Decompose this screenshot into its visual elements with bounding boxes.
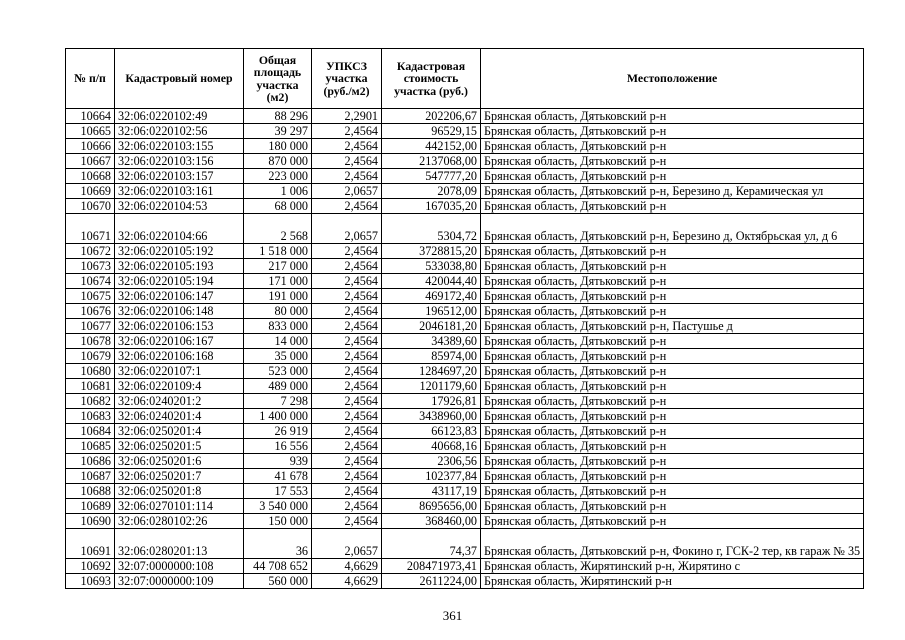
location: Брянская область, Дятьковский р-н — [481, 244, 864, 259]
location: Брянская область, Дятьковский р-н — [481, 349, 864, 364]
row-number: 10671 — [66, 214, 115, 244]
cadastral-number: 32:06:0220104:66 — [115, 214, 244, 244]
upksz-value: 2,0657 — [312, 214, 382, 244]
cadastral-cost: 1201179,60 — [382, 379, 481, 394]
cadastral-number: 32:06:0220104:53 — [115, 199, 244, 214]
area-value: 14 000 — [244, 334, 312, 349]
cadastral-cost: 102377,84 — [382, 469, 481, 484]
cadastral-cost: 547777,20 — [382, 169, 481, 184]
upksz-value: 2,4564 — [312, 484, 382, 499]
table-row — [66, 559, 864, 574]
area-value: 41 678 — [244, 469, 312, 484]
page-number: 361 — [442, 608, 463, 623]
row-number: 10669 — [66, 184, 115, 199]
area-value: 150 000 — [244, 514, 312, 529]
area-value: 1 006 — [244, 184, 312, 199]
location: Брянская область, Дятьковский р-н — [481, 484, 864, 499]
area-value: 7 298 — [244, 394, 312, 409]
location: Брянская область, Дятьковский р-н — [481, 469, 864, 484]
table-row — [66, 259, 864, 274]
cadastral-number: 32:06:0250201:8 — [115, 484, 244, 499]
header-location: Местоположение — [481, 49, 864, 109]
cadastral-number: 32:06:0220106:153 — [115, 319, 244, 334]
row-number: 10685 — [66, 439, 115, 454]
location: Брянская область, Дятьковский р-н, Березино д, Керамическая ул — [481, 184, 864, 199]
row-number: 10681 — [66, 379, 115, 394]
table-row — [66, 289, 864, 304]
row-number: 10687 — [66, 469, 115, 484]
area-value: 1 518 000 — [244, 244, 312, 259]
row-number: 10664 — [66, 109, 115, 124]
upksz-value: 4,6629 — [312, 559, 382, 574]
cadastral-number: 32:06:0220105:193 — [115, 259, 244, 274]
cadastral-number: 32:06:0220106:168 — [115, 349, 244, 364]
table-row — [66, 484, 864, 499]
cadastral-cost: 2137068,00 — [382, 154, 481, 169]
area-value: 35 000 — [244, 349, 312, 364]
upksz-value: 2,4564 — [312, 394, 382, 409]
table-row — [66, 469, 864, 484]
header-area: Общая площадь участка (м2) — [244, 49, 312, 109]
upksz-value: 2,4564 — [312, 409, 382, 424]
location: Брянская область, Дятьковский р-н — [481, 379, 864, 394]
table-row — [66, 514, 864, 529]
row-number: 10677 — [66, 319, 115, 334]
cadastral-number: 32:06:0220103:155 — [115, 139, 244, 154]
cadastral-number: 32:06:0220102:56 — [115, 124, 244, 139]
area-value: 16 556 — [244, 439, 312, 454]
cadastral-cost: 196512,00 — [382, 304, 481, 319]
cadastral-cost: 2046181,20 — [382, 319, 481, 334]
upksz-value: 2,4564 — [312, 304, 382, 319]
upksz-value: 2,2901 — [312, 109, 382, 124]
upksz-value: 2,4564 — [312, 199, 382, 214]
cadastral-cost: 5304,72 — [382, 214, 481, 244]
row-number: 10678 — [66, 334, 115, 349]
table-row — [66, 574, 864, 589]
location: Брянская область, Дятьковский р-н — [481, 424, 864, 439]
row-number: 10665 — [66, 124, 115, 139]
cadastral-cost: 74,37 — [382, 529, 481, 559]
location: Брянская область, Дятьковский р-н — [481, 274, 864, 289]
table-row — [66, 439, 864, 454]
cadastral-number: 32:06:0220106:167 — [115, 334, 244, 349]
cadastral-number: 32:06:0220102:49 — [115, 109, 244, 124]
header-cadastral-cost: Кадастровая стоимость участка (руб.) — [382, 49, 481, 109]
cadastral-number: 32:07:0000000:108 — [115, 559, 244, 574]
cadastral-number: 32:06:0220105:194 — [115, 274, 244, 289]
upksz-value: 2,4564 — [312, 169, 382, 184]
row-number: 10693 — [66, 574, 115, 589]
cadastral-number: 32:06:0220103:157 — [115, 169, 244, 184]
cadastral-number: 32:06:0270101:114 — [115, 499, 244, 514]
upksz-value: 2,4564 — [312, 379, 382, 394]
area-value: 17 553 — [244, 484, 312, 499]
location: Брянская область, Дятьковский р-н — [481, 304, 864, 319]
table-row — [66, 154, 864, 169]
location: Брянская область, Дятьковский р-н — [481, 169, 864, 184]
cadastral-cost: 66123,83 — [382, 424, 481, 439]
upksz-value: 2,4564 — [312, 364, 382, 379]
table-row — [66, 139, 864, 154]
row-number: 10675 — [66, 289, 115, 304]
area-value: 26 919 — [244, 424, 312, 439]
table-row — [66, 169, 864, 184]
area-value: 2 568 — [244, 214, 312, 244]
cadastral-cost: 8695656,00 — [382, 499, 481, 514]
row-number: 10691 — [66, 529, 115, 559]
row-number: 10674 — [66, 274, 115, 289]
table-row — [66, 244, 864, 259]
upksz-value: 2,4564 — [312, 259, 382, 274]
location: Брянская область, Дятьковский р-н, Березино д, Октябрьская ул, д 6 — [481, 214, 864, 244]
table-row — [66, 334, 864, 349]
row-number: 10690 — [66, 514, 115, 529]
upksz-value: 2,4564 — [312, 139, 382, 154]
row-number: 10683 — [66, 409, 115, 424]
row-number: 10680 — [66, 364, 115, 379]
row-number: 10679 — [66, 349, 115, 364]
upksz-value: 2,4564 — [312, 439, 382, 454]
location: Брянская область, Дятьковский р-н — [481, 454, 864, 469]
row-number: 10688 — [66, 484, 115, 499]
area-value: 39 297 — [244, 124, 312, 139]
location: Брянская область, Жирятинский р-н — [481, 574, 864, 589]
upksz-value: 2,4564 — [312, 514, 382, 529]
cadastral-cost: 2078,09 — [382, 184, 481, 199]
row-number: 10673 — [66, 259, 115, 274]
location: Брянская область, Дятьковский р-н — [481, 109, 864, 124]
cadastral-number: 32:06:0250201:6 — [115, 454, 244, 469]
table-row — [66, 304, 864, 319]
area-value: 939 — [244, 454, 312, 469]
cadastral-number: 32:06:0250201:5 — [115, 439, 244, 454]
location: Брянская область, Жирятинский р-н, Жирятино с — [481, 559, 864, 574]
cadastral-number: 32:06:0220103:156 — [115, 154, 244, 169]
cadastral-cost: 368460,00 — [382, 514, 481, 529]
cadastral-number: 32:06:0220107:1 — [115, 364, 244, 379]
table-row — [66, 274, 864, 289]
area-value: 171 000 — [244, 274, 312, 289]
cadastral-cost: 442152,00 — [382, 139, 481, 154]
table-row — [66, 454, 864, 469]
area-value: 560 000 — [244, 574, 312, 589]
location: Брянская область, Дятьковский р-н — [481, 124, 864, 139]
row-number: 10668 — [66, 169, 115, 184]
table-row — [66, 499, 864, 514]
upksz-value: 2,4564 — [312, 454, 382, 469]
table-body — [66, 109, 864, 589]
upksz-value: 2,4564 — [312, 274, 382, 289]
area-value: 223 000 — [244, 169, 312, 184]
location: Брянская область, Дятьковский р-н, Пастушье д — [481, 319, 864, 334]
area-value: 44 708 652 — [244, 559, 312, 574]
cadastral-number: 32:06:0250201:4 — [115, 424, 244, 439]
table-row — [66, 109, 864, 124]
area-value: 36 — [244, 529, 312, 559]
cadastral-cost: 2611224,00 — [382, 574, 481, 589]
cadastral-cost: 43117,19 — [382, 484, 481, 499]
table-row — [66, 529, 864, 559]
cadastral-cost: 2306,56 — [382, 454, 481, 469]
location: Брянская область, Дятьковский р-н — [481, 364, 864, 379]
row-number: 10686 — [66, 454, 115, 469]
row-number: 10692 — [66, 559, 115, 574]
row-number: 10670 — [66, 199, 115, 214]
row-number: 10666 — [66, 139, 115, 154]
cadastral-cost: 420044,40 — [382, 274, 481, 289]
row-number: 10667 — [66, 154, 115, 169]
table-row — [66, 319, 864, 334]
upksz-value: 2,4564 — [312, 154, 382, 169]
location: Брянская область, Дятьковский р-н — [481, 439, 864, 454]
cadastral-cost: 469172,40 — [382, 289, 481, 304]
cadastral-number: 32:06:0220105:192 — [115, 244, 244, 259]
header-cadastral-number: Кадастровый номер — [115, 49, 244, 109]
upksz-value: 2,4564 — [312, 499, 382, 514]
location: Брянская область, Дятьковский р-н — [481, 139, 864, 154]
table-header-row — [66, 49, 864, 109]
cadastral-number: 32:06:0280201:13 — [115, 529, 244, 559]
cadastral-number: 32:06:0280102:26 — [115, 514, 244, 529]
row-number: 10676 — [66, 304, 115, 319]
upksz-value: 2,4564 — [312, 469, 382, 484]
upksz-value: 2,4564 — [312, 319, 382, 334]
cadastral-cost: 208471973,41 — [382, 559, 481, 574]
cadastral-number: 32:06:0220106:147 — [115, 289, 244, 304]
area-value: 68 000 — [244, 199, 312, 214]
cadastral-number: 32:06:0240201:2 — [115, 394, 244, 409]
cadastral-number: 32:06:0220103:161 — [115, 184, 244, 199]
cadastral-cost: 40668,16 — [382, 439, 481, 454]
area-value: 217 000 — [244, 259, 312, 274]
area-value: 489 000 — [244, 379, 312, 394]
upksz-value: 4,6629 — [312, 574, 382, 589]
table-row — [66, 214, 864, 244]
table-row — [66, 199, 864, 214]
area-value: 833 000 — [244, 319, 312, 334]
row-number: 10684 — [66, 424, 115, 439]
header-num: № п/п — [66, 49, 115, 109]
cadastral-number: 32:07:0000000:109 — [115, 574, 244, 589]
location: Брянская область, Дятьковский р-н — [481, 199, 864, 214]
row-number: 10672 — [66, 244, 115, 259]
cadastral-table — [65, 48, 864, 589]
location: Брянская область, Дятьковский р-н — [481, 514, 864, 529]
upksz-value: 2,4564 — [312, 289, 382, 304]
area-value: 180 000 — [244, 139, 312, 154]
cadastral-cost: 34389,60 — [382, 334, 481, 349]
location: Брянская область, Дятьковский р-н — [481, 259, 864, 274]
location: Брянская область, Дятьковский р-н — [481, 334, 864, 349]
cadastral-cost: 3728815,20 — [382, 244, 481, 259]
location: Брянская область, Дятьковский р-н — [481, 289, 864, 304]
cadastral-cost: 96529,15 — [382, 124, 481, 139]
table-row — [66, 424, 864, 439]
cadastral-cost: 533038,80 — [382, 259, 481, 274]
table-row — [66, 124, 864, 139]
upksz-value: 2,4564 — [312, 334, 382, 349]
cadastral-cost: 202206,67 — [382, 109, 481, 124]
location: Брянская область, Дятьковский р-н — [481, 499, 864, 514]
cadastral-number: 32:06:0240201:4 — [115, 409, 244, 424]
table-row — [66, 409, 864, 424]
cadastral-number: 32:06:0220106:148 — [115, 304, 244, 319]
cadastral-cost: 17926,81 — [382, 394, 481, 409]
row-number: 10682 — [66, 394, 115, 409]
table-row — [66, 394, 864, 409]
area-value: 80 000 — [244, 304, 312, 319]
cadastral-cost: 167035,20 — [382, 199, 481, 214]
area-value: 870 000 — [244, 154, 312, 169]
upksz-value: 2,4564 — [312, 349, 382, 364]
cadastral-number: 32:06:0250201:7 — [115, 469, 244, 484]
location: Брянская область, Дятьковский р-н — [481, 394, 864, 409]
area-value: 88 296 — [244, 109, 312, 124]
area-value: 3 540 000 — [244, 499, 312, 514]
cadastral-cost: 1284697,20 — [382, 364, 481, 379]
cadastral-number: 32:06:0220109:4 — [115, 379, 244, 394]
location: Брянская область, Дятьковский р-н — [481, 409, 864, 424]
area-value: 523 000 — [244, 364, 312, 379]
upksz-value: 2,0657 — [312, 529, 382, 559]
table-row — [66, 364, 864, 379]
location: Брянская область, Дятьковский р-н — [481, 154, 864, 169]
upksz-value: 2,0657 — [312, 184, 382, 199]
location: Брянская область, Дятьковский р-н, Фокино г, ГСК-2 тер, кв гараж № 35 — [481, 529, 864, 559]
table-row — [66, 184, 864, 199]
cadastral-cost: 3438960,00 — [382, 409, 481, 424]
row-number: 10689 — [66, 499, 115, 514]
upksz-value: 2,4564 — [312, 244, 382, 259]
cadastral-cost: 85974,00 — [382, 349, 481, 364]
upksz-value: 2,4564 — [312, 124, 382, 139]
table-row — [66, 379, 864, 394]
header-upksz: УПКСЗ участка (руб./м2) — [312, 49, 382, 109]
upksz-value: 2,4564 — [312, 424, 382, 439]
area-value: 1 400 000 — [244, 409, 312, 424]
area-value: 191 000 — [244, 289, 312, 304]
table-row — [66, 349, 864, 364]
